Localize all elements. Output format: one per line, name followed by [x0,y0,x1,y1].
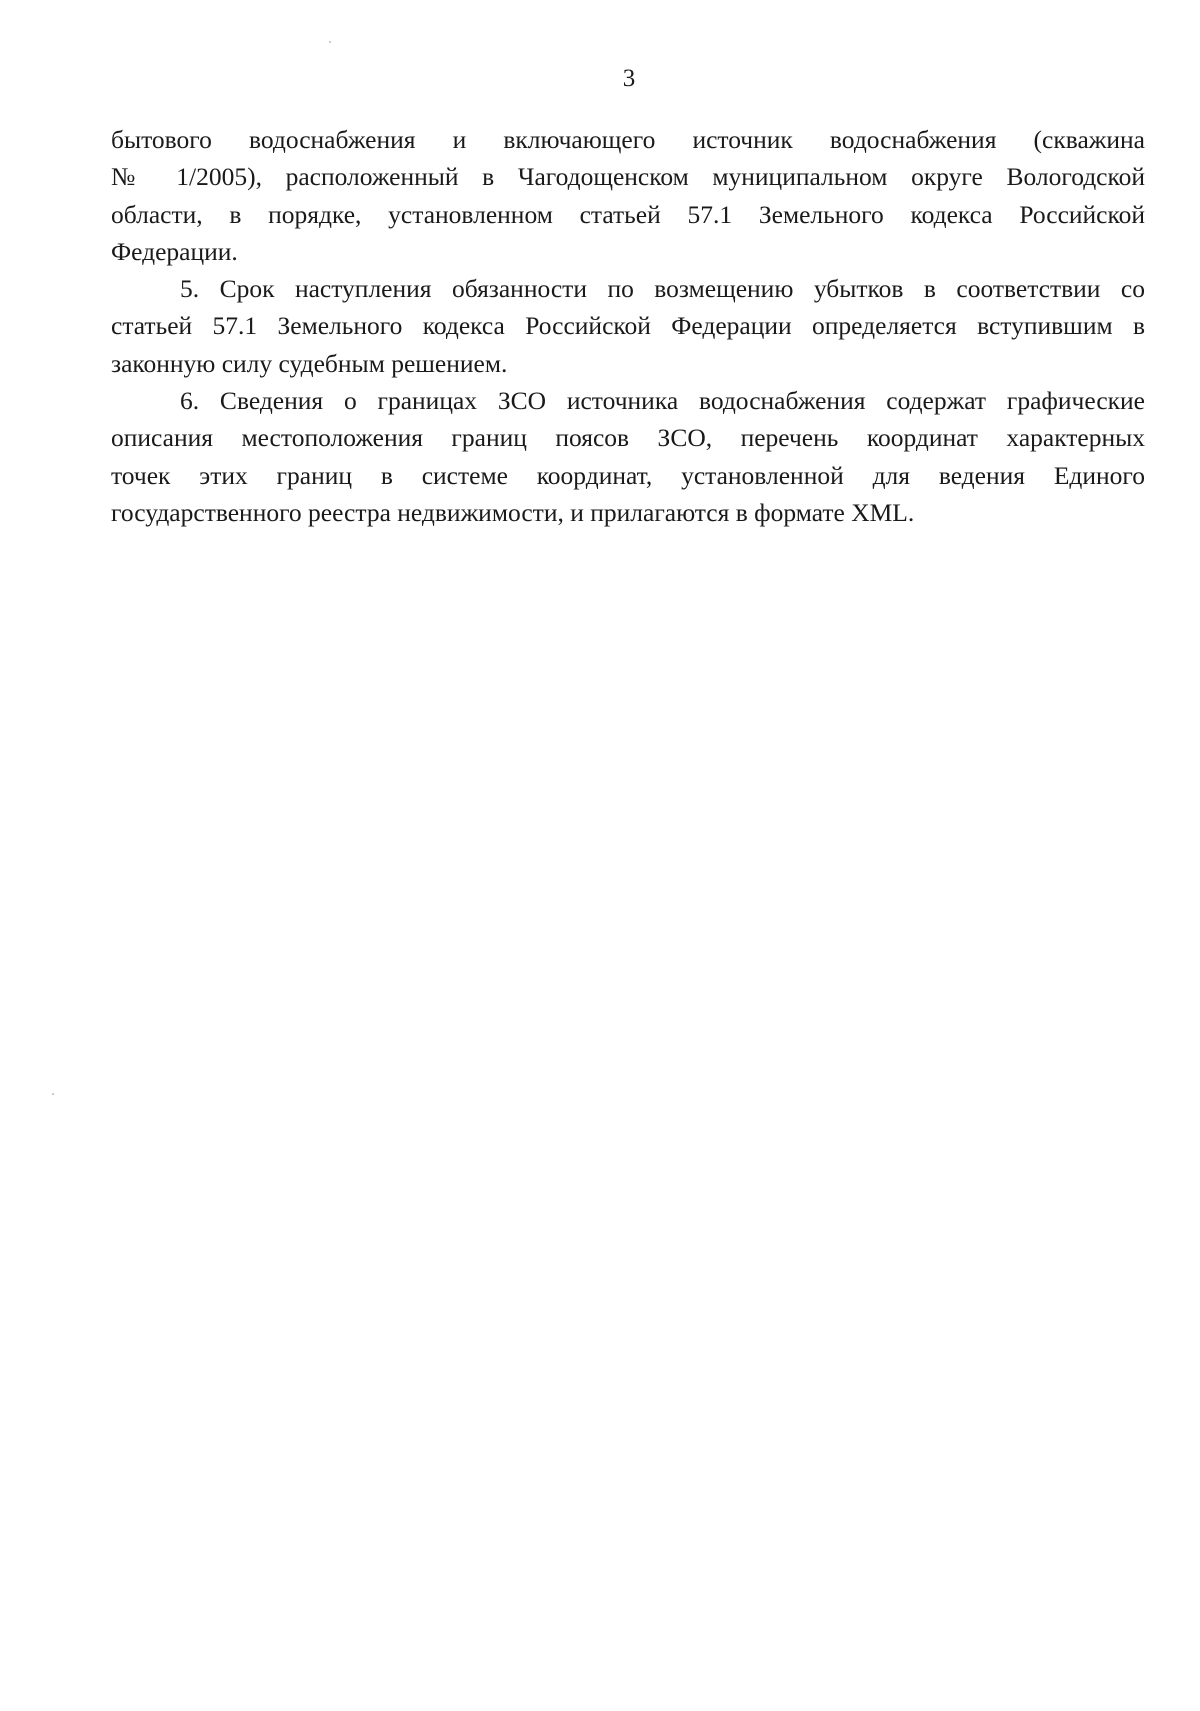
text-line: 5. Срок наступления обязанности по возмещению убытков в соответствии со [180,274,1145,304]
text-line: точек этих границ в системе координат, установленной для ведения Единого [111,460,1145,490]
text-line: бытового водоснабжения и включающего источник водоснабжения (скважина [111,125,1145,154]
document-body [111,121,1145,531]
paragraph-continuation [111,121,1145,270]
text-line: области, в порядке, установленном статьей 57.1 Земельного кодекса Российской [111,199,1145,229]
text-line: Федерации. [111,236,238,266]
text-line: описания местоположения границ поясов ЗСО, перечень координат характерных [111,423,1145,453]
text-line: законную силу судебным решением. [111,348,508,378]
text-line: № 1/2005), расположенный в Чагодощенском муниципальном округе Вологодской [111,162,1145,192]
page-number: 3 [622,65,636,92]
paragraph-item-5 [111,270,1145,382]
text-line: статьей 57.1 Земельного кодекса Российской Федерации определяется вступившим в [111,311,1145,341]
scan-speck-left [52,1093,54,1095]
paragraph-item-6 [111,382,1145,531]
scan-speck-top [329,41,331,43]
text-line: 6. Сведения о границах ЗСО источника водоснабжения содержат графические [180,386,1145,416]
text-line: государственного реестра недвижимости, и прилагаются в формате XML. [111,497,915,527]
